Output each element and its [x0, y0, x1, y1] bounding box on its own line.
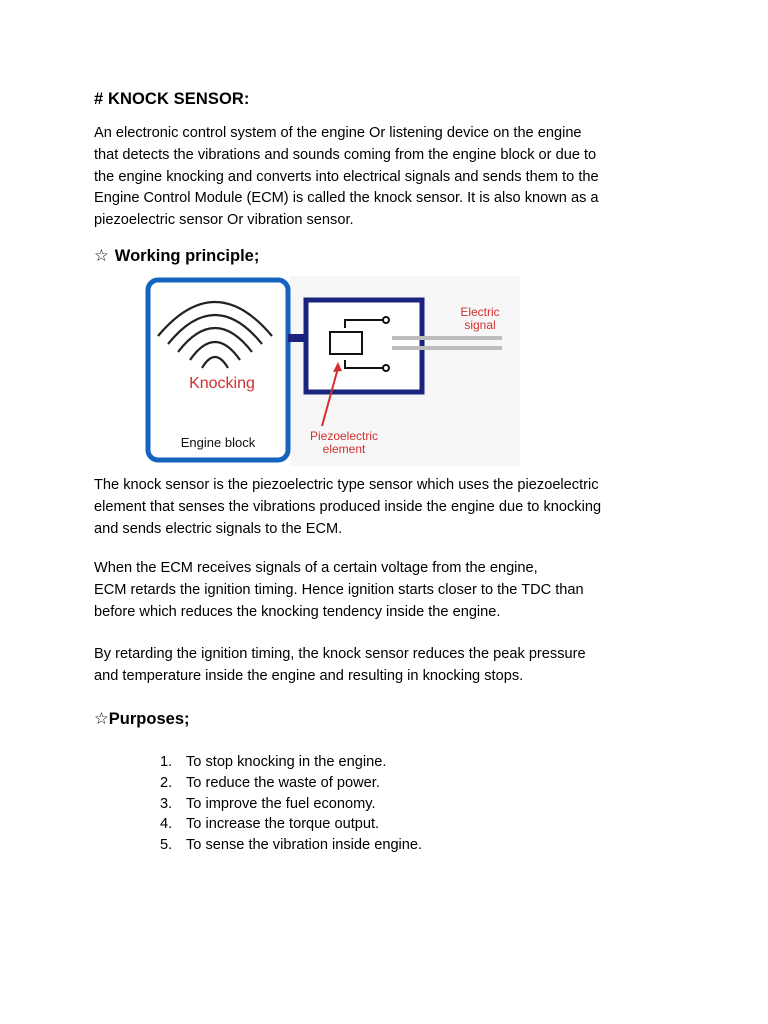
paragraph-line: element that senses the vibrations produced inside the engine due to knocking — [94, 498, 602, 515]
terminal-dot — [383, 317, 389, 323]
purposes-heading — [94, 709, 189, 729]
list-item — [160, 835, 422, 856]
list-item-text: To stop knocking in the engine. — [186, 754, 387, 770]
paragraph-line: before which reduces the knocking tendency inside the engine. — [94, 603, 501, 620]
list-number: 1. — [160, 754, 173, 770]
piezo-crystal — [330, 332, 362, 354]
list-item — [160, 773, 422, 794]
piezo-label-line2: element — [322, 442, 366, 456]
list-item-text: To increase the torque output. — [186, 816, 380, 833]
piezo-label-line1: Piezoelectric — [309, 429, 379, 443]
paragraph-line: that detects the vibrations and sounds coming from the engine block or due to — [94, 146, 597, 163]
description-paragraph — [94, 475, 694, 540]
list-item — [160, 794, 422, 815]
paragraph-line: and sends electric signals to the ECM. — [94, 520, 343, 537]
list-number: 3. — [160, 795, 173, 812]
ecm-paragraph — [94, 558, 694, 623]
list-number: 2. — [160, 774, 173, 791]
list-item-text: To improve the fuel economy. — [186, 795, 376, 812]
knocking-label: Knocking — [189, 375, 255, 392]
list-item-text: To sense the vibration inside engine. — [186, 837, 423, 854]
list-item — [160, 752, 422, 773]
knock-sensor-diagram — [140, 276, 520, 466]
page-title: # KNOCK SENSOR: — [94, 90, 250, 108]
paragraph-line: and temperature inside the engine and resulting in knocking stops. — [94, 667, 524, 684]
paragraph-line: By retarding the ignition timing, the knock sensor reduces the peak pressure — [94, 646, 586, 662]
engine-block-box — [148, 280, 288, 460]
electric-signal-label-line2: signal — [464, 318, 496, 332]
paragraph-line: piezoelectric sensor Or vibration sensor. — [94, 212, 354, 229]
paragraph-line: The knock sensor is the piezoelectric type sensor which uses the piezoelectric — [94, 477, 599, 493]
terminal-dot — [383, 365, 389, 371]
electric-signal-label-line1: Electric — [460, 305, 500, 319]
purposes-label: Purposes; — [108, 710, 190, 728]
retarding-paragraph — [94, 644, 694, 688]
paragraph-line: the engine knocking and converts into electrical signals and sends them to the — [94, 168, 599, 185]
working-principle-heading — [94, 246, 259, 266]
purposes-list — [160, 752, 422, 856]
intro-paragraph — [94, 123, 694, 232]
list-item — [160, 814, 422, 835]
engine-block-label: Engine block — [180, 435, 256, 450]
paragraph-line: An electronic control system of the engine Or listening device on the engine — [94, 125, 582, 141]
paragraph-line: When the ECM receives signals of a certain voltage from the engine, — [94, 560, 538, 576]
working-principle-label: Working principle; — [114, 247, 260, 265]
paragraph-line: Engine Control Module (ECM) is called the knock sensor. It is also known as a — [94, 190, 599, 207]
star-icon: ☆ — [94, 247, 109, 265]
star-icon: ☆ — [94, 710, 109, 728]
list-number: 4. — [160, 816, 173, 833]
list-number: 5. — [160, 837, 173, 854]
paragraph-line: ECM retards the ignition timing. Hence ignition starts closer to the TDC than — [94, 581, 584, 598]
list-item-text: To reduce the waste of power. — [186, 774, 380, 791]
